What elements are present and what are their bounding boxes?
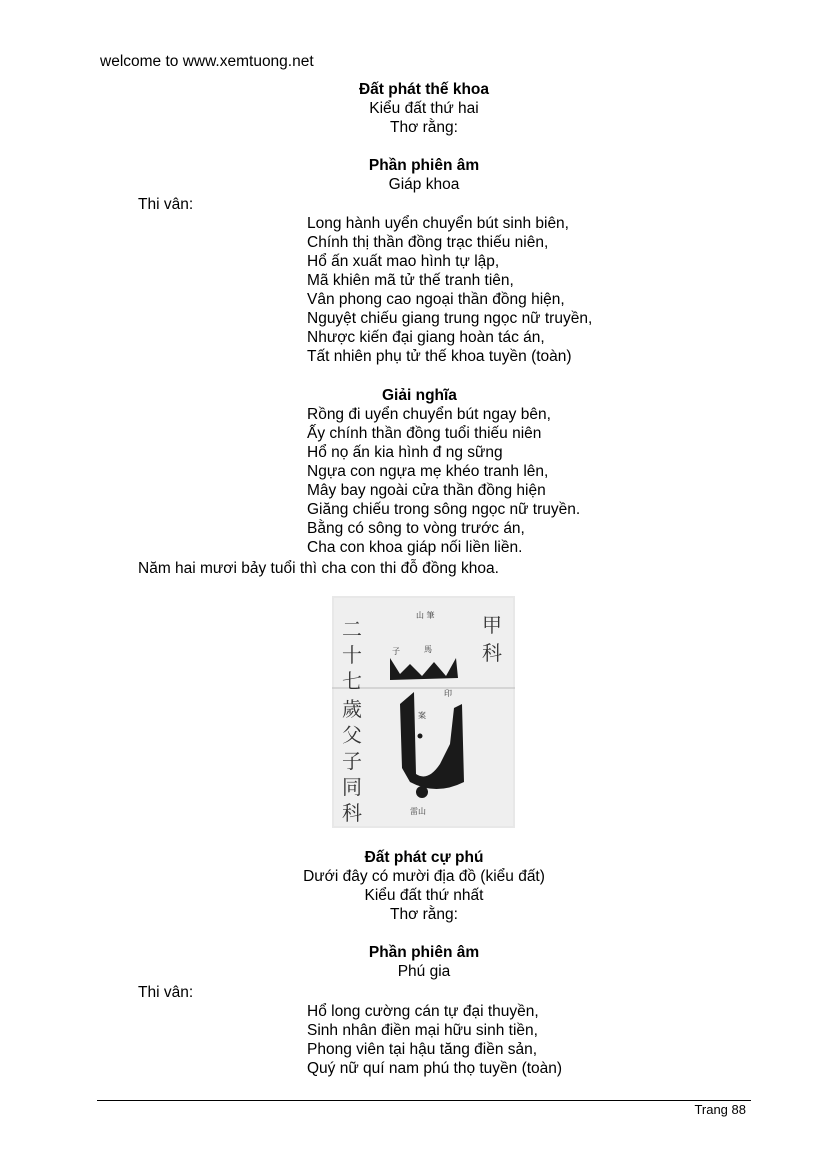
site-header: welcome to www.xemtuong.net	[100, 53, 314, 70]
section1-title: Đất phát thế khoa	[358, 81, 490, 98]
poem-line: Hổ long cường cán tự đại thuyền,	[307, 1003, 539, 1020]
poem-line: Phong viên tại hậu tăng điền sản,	[307, 1041, 538, 1058]
section1-phonetic-subtitle: Giáp khoa	[388, 176, 460, 193]
meaning-line: Ấy chính thần đồng tuổi thiếu niên	[307, 425, 542, 442]
section2-subtitle: Kiểu đất thứ nhất	[364, 887, 484, 904]
footer-rule	[97, 1100, 751, 1101]
poem-line: Quý nữ quí nam phú thọ tuyền (toàn)	[307, 1060, 563, 1077]
section1-intro: Thơ rằng:	[390, 119, 458, 136]
section2-intro: Thơ rằng:	[390, 906, 458, 923]
figure-bottom-label: 雷山	[410, 807, 426, 816]
figure-top-label: 山 筆	[416, 611, 435, 620]
meaning-line: Hổ nọ ấn kia hình đ ng sững	[307, 444, 503, 461]
section1-thi-van: Thi vân:	[138, 196, 194, 213]
poem-line: Hổ ấn xuất mao hình tự lập,	[307, 253, 500, 270]
section1-poem	[307, 214, 592, 366]
section2-poem	[307, 1002, 562, 1078]
section1-meaning	[307, 405, 580, 557]
page-number: Trang 88	[694, 1102, 746, 1117]
section1-phonetic-heading: Phần phiên âm	[368, 157, 480, 174]
poem-line: Nhược kiến đại giang hoàn tác án,	[307, 329, 545, 346]
geomancy-map-figure	[332, 596, 515, 828]
figure-small-label: 印	[444, 689, 452, 698]
meaning-line: Bằng có sông to vòng trước án,	[307, 520, 525, 537]
figure-right-char: 科	[482, 641, 502, 665]
figure-left-char: 同	[342, 775, 362, 799]
meaning-line: Rồng đi uyển chuyển bút ngay bên,	[307, 406, 551, 423]
figure-right-char: 甲	[482, 613, 502, 637]
poem-line: Long hành uyển chuyển bút sinh biên,	[307, 215, 569, 232]
figure-left-char: 科	[342, 801, 362, 825]
figure-left-char: 子	[342, 749, 362, 773]
section2-thi-van: Thi vân:	[138, 984, 194, 1001]
section2-title: Đất phát cự phú	[364, 849, 484, 866]
poem-line: Mã khiên mã tử thế tranh tiên,	[307, 272, 514, 289]
section2-phonetic-heading: Phần phiên âm	[368, 944, 480, 961]
meaning-line: Ngựa con ngựa mẹ khéo tranh lên,	[307, 463, 549, 480]
figure-left-char: 七	[342, 669, 362, 693]
poem-line: Nguyệt chiếu giang trung ngọc nữ truyền,	[307, 310, 593, 327]
poem-line: Chính thị thần đồng trạc thiếu niên,	[307, 234, 549, 251]
poem-line: Tất nhiên phụ tử thế khoa tuyền (toàn)	[307, 348, 572, 365]
figure-left-char: 歲	[342, 697, 362, 721]
meaning-heading: Giải nghĩa	[382, 387, 457, 404]
figure-small-label: 子	[392, 647, 400, 656]
poem-line: Sinh nhân điền mại hữu sinh tiền,	[307, 1022, 538, 1039]
figure-small-label: 馬	[424, 645, 432, 654]
figure-left-char: 十	[342, 643, 362, 667]
figure-small-label: 案	[418, 711, 426, 720]
meaning-line: Giăng chiếu trong sông ngọc nữ truyền.	[307, 501, 581, 518]
section1-subtitle: Kiểu đất thứ hai	[369, 100, 479, 117]
section1-conclusion: Năm hai mươi bảy tuổi thì cha con thi đỗ đồng khoa.	[138, 560, 499, 577]
poem-line: Vân phong cao ngoại thần đồng hiện,	[307, 291, 565, 308]
section2-line1: Dưới đây có mười địa đồ (kiểu đất)	[303, 868, 545, 885]
pearl-mark	[416, 786, 428, 798]
meaning-line: Mây bay ngoài cửa thần đồng hiện	[307, 482, 546, 499]
figure-left-char: 二	[342, 617, 362, 641]
section2-phonetic-subtitle: Phú gia	[397, 963, 451, 980]
figure-left-char: 父	[342, 723, 362, 747]
meaning-line: Cha con khoa giáp nối liền liền.	[307, 539, 523, 556]
